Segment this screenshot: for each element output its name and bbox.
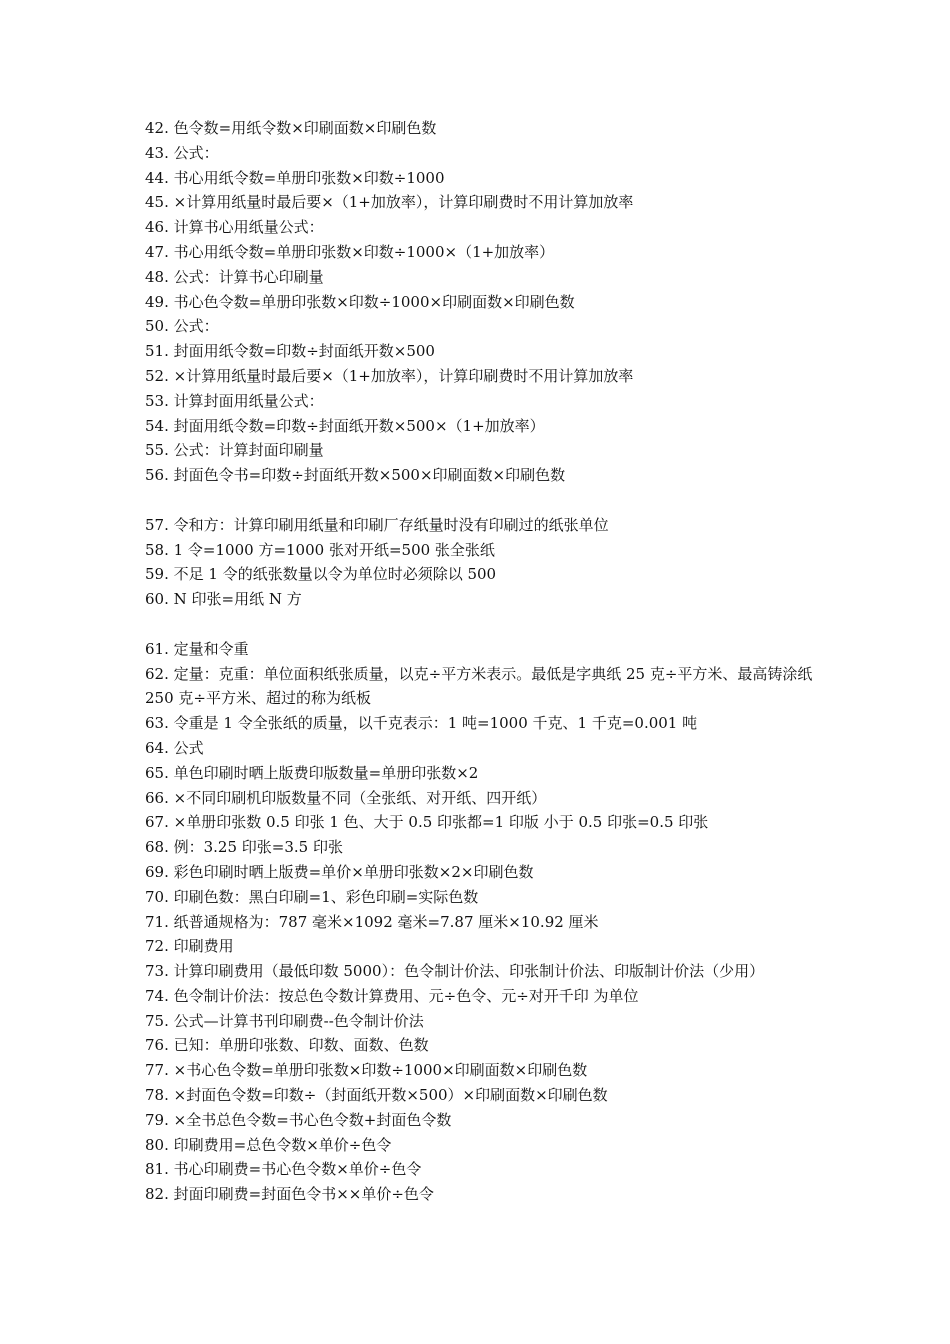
line-52: 52. ×计算用纸量时最后要×（1+加放率），计算印刷费时不用计算加放率	[145, 366, 634, 385]
line-71: 71. 纸普通规格为：787 毫米×1092 毫米=7.87 厘米×10.92 厘米	[145, 912, 599, 931]
line-45: 45. ×计算用纸量时最后要×（1+加放率），计算印刷费时不用计算加放率	[145, 193, 634, 212]
line-61: 61. 定量和令重	[145, 639, 249, 658]
line-65: 65. 单色印刷时晒上版费印版数量=单册印张数×2	[145, 763, 479, 782]
line-57: 57. 令和方：计算印刷用纸量和印刷厂存纸量时没有印刷过的纸张单位	[145, 515, 609, 534]
line-54: 54. 封面用纸令数=印数÷封面纸开数×500×（1+加放率）	[145, 416, 545, 435]
line-75: 75. 公式—计算书刊印刷费--色令制计价法	[145, 1011, 424, 1030]
line-59: 59. 不足 1 令的纸张数量以令为单位时必须除以 500	[145, 565, 497, 584]
line-64: 64. 公式	[145, 738, 204, 757]
line-42: 42. 色令数=用纸令数×印刷面数×印刷色数	[145, 119, 437, 137]
line-78: 78. ×封面色令数=印数÷（封面纸开数×500）×印刷面数×印刷色数	[145, 1086, 608, 1105]
line-49: 49. 书心色令数=单册印张数×印数÷1000×印刷面数×印刷色数	[145, 292, 575, 311]
line-66: 66. ×不同印刷机印版数量不同（全张纸、对开纸、四开纸）	[145, 788, 547, 807]
line-62: 62. 定量：克重：单位面积纸张质量，以克÷平方米表示。最低是字典纸 25 克÷平方米、最高铸涂纸 250 克÷平方米、超过的称为纸板	[145, 664, 813, 708]
line-76: 76. 已知：单册印张数、印数、面数、色数	[145, 1036, 429, 1055]
line-63: 63. 令重是 1 令全张纸的质量，以千克表示：1 吨=1000 千克、1 千克=0.001 吨	[145, 714, 698, 733]
line-43: 43. 公式：	[145, 143, 219, 162]
line-70: 70. 印刷色数：黑白印刷=1、彩色印刷=实际色数	[145, 887, 479, 906]
line-53: 53. 计算封面用纸量公式：	[145, 391, 324, 410]
blank-line	[145, 612, 825, 637]
line-74: 74. 色令制计价法：按总色令数计算费用、元÷色令、元÷对开千印 为单位	[145, 986, 639, 1005]
line-80: 80. 印刷费用=总色令数×单价÷色令	[145, 1135, 392, 1154]
line-81: 81. 书心印刷费=书心色令数×单价÷色令	[145, 1160, 422, 1179]
line-46: 46. 计算书心用纸量公式：	[145, 218, 324, 237]
line-55: 55. 公式：计算封面印刷量	[145, 441, 324, 460]
line-68: 68. 例：3.25 印张=3.5 印张	[145, 838, 343, 857]
line-50: 50. 公式：	[145, 317, 219, 336]
line-77: 77. ×书心色令数=单册印张数×印数÷1000×印刷面数×印刷色数	[145, 1061, 588, 1080]
line-51: 51. 封面用纸令数=印数÷封面纸开数×500	[145, 342, 435, 361]
line-69: 69. 彩色印刷时晒上版费=单价×单册印张数×2×印刷色数	[145, 862, 534, 881]
line-47: 47. 书心用纸令数=单册印张数×印数÷1000×（1+加放率）	[145, 242, 555, 261]
line-82: 82. 封面印刷费=封面色令书××单价÷色令	[145, 1185, 434, 1204]
line-79: 79. ×全书总色令数=书心色令数+封面色令数	[145, 1110, 452, 1129]
document-body	[145, 116, 825, 1207]
line-44: 44. 书心用纸令数=单册印张数×印数÷1000	[145, 168, 445, 187]
line-60: 60. N 印张=用纸 N 方	[145, 590, 302, 609]
blank-line	[145, 488, 825, 513]
line-58: 58. 1 令=1000 方=1000 张对开纸=500 张全张纸	[145, 540, 495, 559]
line-72: 72. 印刷费用	[145, 937, 234, 956]
line-48: 48. 公式：计算书心印刷量	[145, 267, 324, 286]
line-73: 73. 计算印刷费用（最低印数 5000）：色令制计价法、印张制计价法、印版制计价法（少用）	[145, 962, 765, 981]
line-67: 67. ×单册印张数 0.5 印张 1 色、大于 0.5 印张都=1 印版 小于 0.5 印张=0.5 印张	[145, 813, 709, 832]
line-56: 56. 封面色令书=印数÷封面纸开数×500×印刷面数×印刷色数	[145, 466, 566, 485]
